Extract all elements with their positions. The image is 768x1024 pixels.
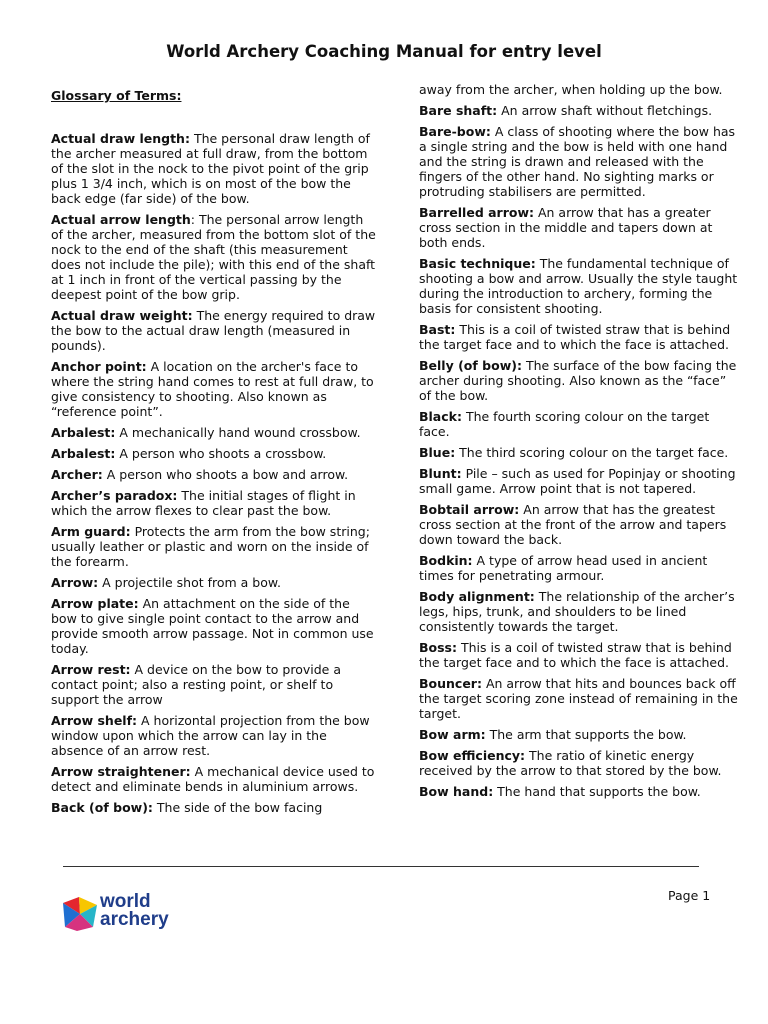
glossary-term: Arrow straightener:: [51, 764, 191, 779]
glossary-term: Bouncer:: [419, 676, 482, 691]
continued-definition: away from the archer, when holding up the bow.: [419, 82, 723, 97]
glossary-term: Basic technique:: [419, 256, 536, 271]
world-archery-logo: [63, 893, 183, 935]
glossary-term: Bare shaft:: [419, 103, 498, 118]
glossary-term: Bobtail arrow:: [419, 502, 520, 517]
glossary-definition: A horizontal projection from the bow window upon which the arrow can lay in the absence of an arrow rest.: [51, 713, 370, 758]
glossary-term: Back (of bow):: [51, 800, 153, 815]
glossary-entry: [419, 676, 741, 721]
glossary-definition: An arrow that has the greatest cross section at the front of the arrow and tapers down toward the back.: [419, 502, 727, 547]
glossary-definition: The hand that supports the bow.: [493, 784, 701, 799]
glossary-definition: A mechanically hand wound crossbow.: [115, 425, 361, 440]
glossary-term: Actual draw length:: [51, 131, 190, 146]
glossary-definition: The initial stages of flight in which the arrow flexes to clear past the bow.: [51, 488, 356, 518]
glossary-entry: [419, 748, 741, 778]
glossary-definition: The arm that supports the bow.: [485, 727, 687, 742]
glossary-definition: : The personal arrow length of the archer, measured from the bottom slot of the nock to the end of the shaft (this measurement does not include the pile); with this end of the shaft at 1 inch in front of the vertical passing by the deepest point of the bow grip.: [51, 212, 376, 302]
glossary-definition: The third scoring colour on the target face.: [455, 445, 729, 460]
right-entry-list: [419, 103, 741, 799]
glossary-entry: [51, 446, 376, 461]
glossary-entry: [419, 784, 741, 799]
glossary-entry: [419, 466, 741, 496]
document-title: World Archery Coaching Manual for entry level: [166, 42, 602, 61]
glossary-entry: [419, 553, 741, 583]
glossary-definition: An attachment on the side of the bow to give single point contact to the arrow and provide smooth arrow passage. Not in common use today.: [51, 596, 374, 656]
glossary-entry: [51, 662, 376, 707]
glossary-term: Bare-bow:: [419, 124, 491, 139]
glossary-term: Bow hand:: [419, 784, 494, 799]
glossary-term: Arbalest:: [51, 425, 116, 440]
glossary-entry: [51, 359, 376, 419]
right-column: [419, 82, 741, 805]
glossary-definition: Pile – such as used for Popinjay or shooting small game. Arrow point that is not tapered.: [419, 466, 736, 496]
glossary-definition: The fundamental technique of shooting a bow and arrow. Usually the style taught during the introduction to archery, forming the basis for consistent shooting.: [419, 256, 738, 316]
left-entry-list: [51, 131, 376, 815]
glossary-term: Bast:: [419, 322, 456, 337]
glossary-definition: A person who shoots a bow and arrow.: [102, 467, 349, 482]
glossary-entry: [419, 589, 741, 634]
glossary-entry: [419, 640, 741, 670]
glossary-term: Bow arm:: [419, 727, 486, 742]
glossary-entry: [419, 322, 741, 352]
logo-mark-icon: [63, 897, 97, 931]
glossary-term: Belly (of bow):: [419, 358, 522, 373]
glossary-term: Barrelled arrow:: [419, 205, 535, 220]
glossary-entry: [419, 409, 741, 439]
logo-word-world: world: [100, 891, 151, 912]
glossary-entry: [419, 445, 741, 460]
page-number: Page 1: [668, 888, 711, 903]
glossary-definition: The ratio of kinetic energy received by the arrow to that stored by the bow.: [419, 748, 722, 778]
glossary-entry: [419, 502, 741, 547]
glossary-entry: [51, 764, 376, 794]
glossary-term: Arrow:: [51, 575, 99, 590]
glossary-entry: [51, 596, 376, 656]
glossary-definition: The energy required to draw the bow to the actual draw length (measured in pounds).: [51, 308, 376, 353]
glossary-entry: [51, 131, 376, 206]
glossary-entry: [419, 727, 741, 742]
glossary-definition: A person who shoots a crossbow.: [115, 446, 327, 461]
glossary-definition: This is a coil of twisted straw that is behind the target face and to which the face is attached.: [419, 640, 732, 670]
glossary-definition: A device on the bow to provide a contact point; also a resting point, or shelf to support the arrow: [51, 662, 341, 707]
glossary-definition: A projectile shot from a bow.: [98, 575, 281, 590]
glossary-term: Boss:: [419, 640, 457, 655]
glossary-entry: [51, 575, 376, 590]
glossary-definition: The relationship of the archer’s legs, hips, trunk, and shoulders to be lined consistently towards the target.: [419, 589, 735, 634]
glossary-entry: [419, 103, 741, 118]
glossary-term: Actual arrow length: [51, 212, 191, 227]
glossary-term: Bow efficiency:: [419, 748, 526, 763]
glossary-entry: [419, 358, 741, 403]
glossary-entry: [51, 488, 376, 518]
glossary-definition: The side of the bow facing: [152, 800, 323, 815]
glossary-definition: A class of shooting where the bow has a single string and the bow is held with one hand and the string is drawn and released with the fingers of the other hand. No sighting marks or protruding stabilisers are permitted.: [419, 124, 736, 199]
glossary-entry: [51, 425, 376, 440]
glossary-definition: A location on the archer's face to where the string hand comes to rest at full draw, to give consistency to shooting. Also known as “reference point”.: [51, 359, 374, 419]
glossary-definition: The personal draw length of the archer measured at full draw, from the bottom of the slot in the nock to the pivot point of the grip plus 1 3/4 inch, which is on most of the bow the back edge (far side) of the bow.: [51, 131, 370, 206]
glossary-definition: A mechanical device used to detect and eliminate bends in aluminium arrows.: [51, 764, 375, 794]
glossary-entry: [51, 524, 376, 569]
glossary-definition: An arrow that hits and bounces back off the target scoring zone instead of remaining in the target.: [419, 676, 738, 721]
glossary-definition: An arrow shaft without fletchings.: [497, 103, 713, 118]
glossary-term: Blue:: [419, 445, 456, 460]
glossary-definition: A type of arrow head used in ancient times for penetrating armour.: [419, 553, 708, 583]
glossary-entry: [419, 205, 741, 250]
glossary-term: Blunt:: [419, 466, 462, 481]
glossary-term: Arrow shelf:: [51, 713, 138, 728]
glossary-term: Arrow rest:: [51, 662, 131, 677]
glossary-term: Anchor point:: [51, 359, 147, 374]
glossary-entry: [419, 124, 741, 199]
glossary-definition: This is a coil of twisted straw that is behind the target face and to which the face is attached.: [419, 322, 731, 352]
glossary-definition: The surface of the bow facing the archer during shooting. Also known as the “face” of the bow.: [419, 358, 737, 403]
glossary-entry: [419, 256, 741, 316]
left-column: [51, 82, 376, 821]
logo-word-archery: archery: [100, 909, 169, 930]
glossary-term: Arbalest:: [51, 446, 116, 461]
footer-rule: [63, 866, 699, 867]
glossary-entry: [51, 308, 376, 353]
glossary-term: Arrow plate:: [51, 596, 139, 611]
glossary-definition: An arrow that has a greater cross section in the middle and tapers down at both ends.: [419, 205, 713, 250]
glossary-term: Arm guard:: [51, 524, 131, 539]
glossary-term: Body alignment:: [419, 589, 535, 604]
glossary-term: Actual draw weight:: [51, 308, 193, 323]
glossary-term: Archer’s paradox:: [51, 488, 178, 503]
glossary-definition: Protects the arm from the bow string; usually leather or plastic and worn on the inside of the forearm.: [51, 524, 370, 569]
glossary-entry: [51, 800, 376, 815]
glossary-term: Black:: [419, 409, 462, 424]
glossary-heading: Glossary of Terms:: [51, 88, 182, 103]
glossary-definition: The fourth scoring colour on the target face.: [419, 409, 710, 439]
logo-wordmark: [100, 893, 169, 929]
glossary-entry: [51, 212, 376, 302]
glossary-term: Archer:: [51, 467, 103, 482]
glossary-entry: [51, 467, 376, 482]
glossary-term: Bodkin:: [419, 553, 473, 568]
glossary-entry: [51, 713, 376, 758]
